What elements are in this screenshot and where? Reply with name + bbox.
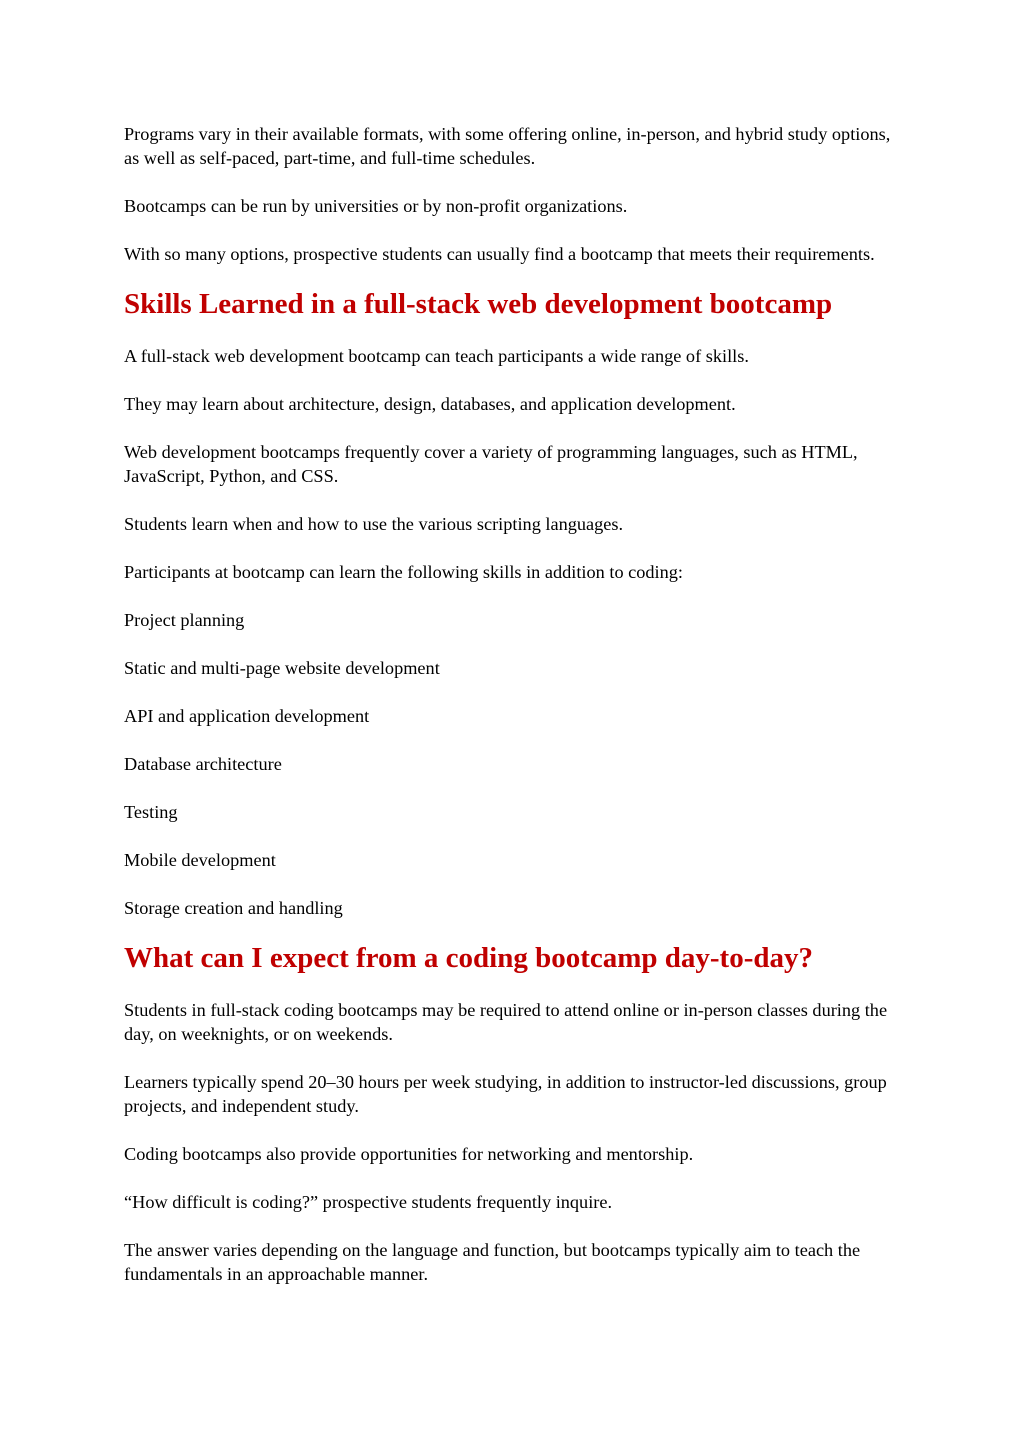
skills-paragraph-range: A full-stack web development bootcamp can teach participants a wide range of skills. [124,346,749,366]
skills-paragraph-following: Participants at bootcamp can learn the following skills in addition to coding: [124,562,683,582]
daytoday-section-heading: What can I expect from a coding bootcamp day-to-day? [124,942,813,974]
skills-paragraph-scripting: Students learn when and how to use the various scripting languages. [124,514,624,534]
daytoday-paragraph-difficulty: “How difficult is coding?” prospective students frequently inquire. [124,1192,613,1212]
intro-paragraph-options: With so many options, prospective students can usually find a bootcamp that meets their requirements. [124,244,875,264]
skill-item-testing: Testing [124,802,178,822]
skills-paragraph-languages: Web development bootcamps frequently cover a variety of programming languages, such as HTML, JavaScript, Python, and CSS. [124,442,858,486]
skill-item-mobile-development: Mobile development [124,850,276,870]
daytoday-paragraph-hours: Learners typically spend 20–30 hours per week studying, in addition to instructor-led discussions, group projects, and independent study. [124,1072,887,1116]
skills-paragraph-topics: They may learn about architecture, design, databases, and application development. [124,394,736,414]
skill-item-website-development: Static and multi-page website development [124,658,440,678]
intro-paragraph-formats: Programs vary in their available formats, with some offering online, in-person, and hybrid study options, as well as self-paced, part-time, and full-time schedules. [124,124,891,168]
skill-item-project-planning: Project planning [124,610,245,630]
daytoday-paragraph-networking: Coding bootcamps also provide opportunities for networking and mentorship. [124,1144,694,1164]
skills-section-heading: Skills Learned in a full-stack web development bootcamp [124,288,833,320]
intro-paragraph-run-by: Bootcamps can be run by universities or by non-profit organizations. [124,196,628,216]
document-page [124,122,904,1310]
daytoday-paragraph-classes: Students in full-stack coding bootcamps may be required to attend online or in-person classes during the day, on weeknights, or on weekends. [124,1000,888,1044]
skill-item-database-architecture: Database architecture [124,754,282,774]
skill-item-api-development: API and application development [124,706,370,726]
daytoday-paragraph-answer: The answer varies depending on the language and function, but bootcamps typically aim to teach the fundamentals in an approachable manner. [124,1240,861,1284]
skill-item-storage-handling: Storage creation and handling [124,898,343,918]
